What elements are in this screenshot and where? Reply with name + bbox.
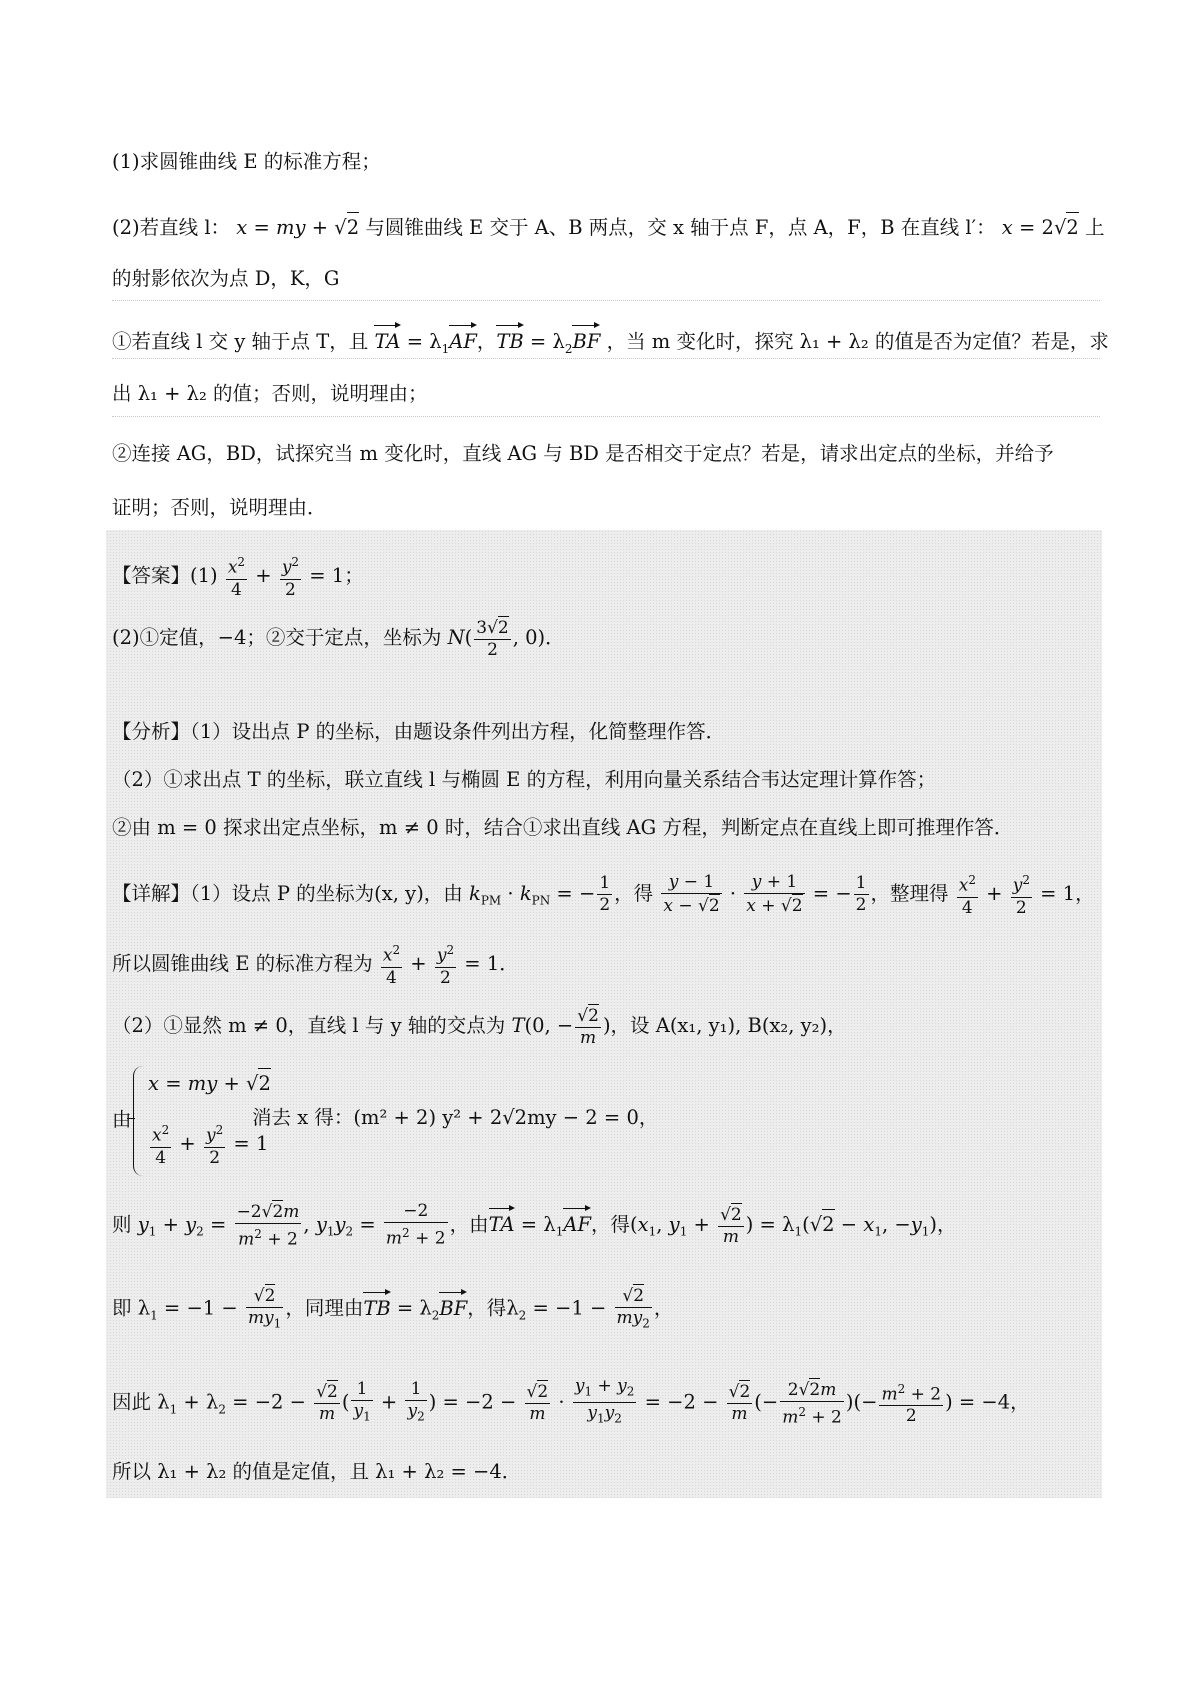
- q2-text-c: 上: [1085, 216, 1105, 239]
- q2-text-b: 与圆锥曲线 E 交于 A、B 两点，交 x 轴于点 F，点 A，F，B 在直线 l′：: [365, 216, 996, 239]
- fraction: $\frac{√2}{m}$: [577, 1006, 599, 1048]
- question-part3-line2: 出 λ₁ + λ₂ 的值；否则，说明理由；: [112, 382, 428, 405]
- q2-text-a: (2)若直线 l：: [112, 216, 231, 239]
- fraction: $\frac{√2}{m}$: [728, 1382, 751, 1425]
- detail-line7: 因此 $\lambda_1 + \lambda_2 = -2$ − $\frac{√2}{m}$ ( $\frac{1}{y_1}$ + $\frac{1}{y_2}$ ) = −2 − $\frac{√2}{m}$ · $\frac{y_1 + y_2}{y_1y_2}$ = −2 − $\frac{√2}{m}$ (− $\frac{2√2m}{m^2 + 2}$ )(− $\frac{m^2 + 2}{2}$ ) = −4，: [112, 1376, 1030, 1430]
- fraction: $\frac{y^2}{2}$: [280, 552, 301, 601]
- fraction: $\frac{√2}{m}$: [316, 1382, 338, 1425]
- detail-line5: 则 $y_1 + y_2$ = $\frac{-2√2m}{m^2 + 2}$ , $y_1y_2$ = $\frac{-2}{m^2 + 2}$ ，由TA = $\lambda_1AF$，得($x_1$, $y_1$ + $\frac{√2}{m}$ ) = $\lambda_1(√2 - x_1$, $-y_1$)，: [112, 1201, 957, 1250]
- fraction: $\frac{√2}{my_2}$: [616, 1286, 650, 1331]
- detail-line1: 【详解】（1）设点 P 的坐标为(x, y)，由 $k_{PM} \cdot k_{PN}$ = − $\frac{1}{2}$ ，得 $\frac{y - 1}{x - √2}$ · $\frac{y + 1}{x + √2}$ = − $\frac{1}{2}$ ，整理得 $\frac{x^2}{4}$ + $\frac{y^2}{2}$ = 1，: [112, 871, 1095, 918]
- detail3-text-b: ，设 A(x₁, y₁), B(x₂, y₂)，: [610, 1014, 847, 1037]
- detail6-text-a: 即: [112, 1296, 132, 1320]
- fraction: $\frac{√2}{my_1}$: [247, 1286, 282, 1331]
- fraction: $\frac{√2}{m}$: [720, 1204, 742, 1247]
- detail2-text: 所以圆锥曲线 E 的标准方程为: [112, 951, 373, 975]
- system-brace: [133, 1066, 144, 1176]
- detail4-you: 由: [112, 1108, 132, 1131]
- detail6-text-b: ，同理由: [285, 1296, 364, 1320]
- fraction: $\frac{y^2}{2}$: [1011, 870, 1032, 919]
- line-l-equation: x = my + √2: [236, 216, 359, 239]
- detail5-text-a: 则: [112, 1212, 132, 1236]
- answer-line1: 【答案】(1) $\frac{x^2}{4}$ + $\frac{y^2}{2}$ = 1；: [112, 552, 364, 601]
- detail-line3: （2）①显然 m ≠ 0，直线 l 与 y 轴的交点为 T(0, − $\frac{√2}{m}$ )，设 A(x₁, y₁), B(x₂, y₂)，: [112, 1006, 847, 1048]
- detail5-text-b: ，由: [449, 1212, 489, 1236]
- fraction: $\frac{3√2}{2}$: [476, 618, 509, 660]
- detail1-text-a: 【详解】（1）设点 P 的坐标为(x, y)，由: [112, 881, 463, 905]
- fraction: $\frac{y^2}{2}$: [435, 940, 456, 989]
- fraction: $\frac{1}{2}$: [855, 872, 867, 915]
- fraction: $\frac{-2√2m}{m^2 + 2}$: [236, 1202, 300, 1250]
- detail-line8: 所以 λ₁ + λ₂ 的值是定值，且 λ₁ + λ₂ = −4．: [112, 1460, 522, 1483]
- detail3-text-a: （2）①显然 m ≠ 0，直线 l 与 y 轴的交点为: [112, 1014, 506, 1037]
- question-part1: (1)求圆锥曲线 E 的标准方程；: [112, 150, 381, 173]
- analysis-line1: 【分析】（1）设出点 P 的坐标，由题设条件列出方程，化简整理作答．: [112, 720, 726, 743]
- vector-relations: TA = $\lambda_1AF$，TB = $\lambda_2BF$: [374, 330, 600, 353]
- fraction: $\frac{x^2}{4}$: [381, 940, 402, 989]
- detail-line2: 所以圆锥曲线 E 的标准方程为 $\frac{x^2}{4}$ + $\frac{y^2}{2}$ = 1．: [112, 940, 519, 989]
- fraction: $\frac{m^2 + 2}{2}$: [879, 1379, 943, 1428]
- fraction: $\frac{1}{y_2}$: [407, 1378, 425, 1424]
- question-part3-line1: [112, 322, 1109, 363]
- fraction: $\frac{1}{y_1}$: [353, 1378, 371, 1424]
- divider: [112, 358, 1100, 359]
- answer-label: 【答案】(1): [112, 563, 218, 587]
- analysis-line3: ②由 m = 0 探求出定点坐标，m ≠ 0 时，结合①求出直线 AG 方程，判断定点在直线上即可推理作答．: [112, 816, 1014, 839]
- divider: [112, 300, 1100, 301]
- fraction: $\frac{y_1 + y_2}{y_1y_2}$: [574, 1376, 635, 1426]
- fraction: $\frac{y + 1}{x + √2}$: [746, 871, 803, 916]
- system-eq1: x = my + √2: [148, 1068, 271, 1098]
- system-eq2: $\frac{x^2}{4}$ + $\frac{y^2}{2}$ = 1: [148, 1120, 268, 1169]
- question-part4-line1: ②连接 AG，BD，试探究当 m 变化时，直线 AG 与 BD 是否相交于定点？若是，请求出定点的坐标，并给予: [112, 442, 1054, 465]
- question-part2-line2: 的射影依次为点 D，K，G: [112, 267, 340, 290]
- system-result: 消去 x 得：(m² + 2) y² + 2√2my − 2 = 0，: [252, 1106, 659, 1129]
- q3-text-a: ①若直线 l 交 y 轴于点 T，且: [112, 330, 369, 353]
- fraction: $\frac{1}{2}$: [599, 872, 611, 915]
- detail1-text-b: ，得: [614, 881, 654, 905]
- fraction: $\frac{2√2m}{m^2 + 2}$: [782, 1379, 842, 1428]
- detail-line6: 即 $\lambda_1 = -1$ − $\frac{√2}{my_1}$ ，同理由TB = $\lambda_2BF$，得$\lambda_2 = -1$ − $\frac{√2}{my_2}$ ，: [112, 1284, 673, 1334]
- detail5-text-c: ，得: [590, 1212, 630, 1236]
- fraction: $\frac{-2}{m^2 + 2}$: [385, 1201, 446, 1249]
- fraction: $\frac{x^2}{4}$: [957, 870, 978, 919]
- answer-line2: (2)①定值，−4；②交于定点，坐标为 N( $\frac{3√2}{2}$ , 0)．: [112, 618, 565, 660]
- analysis-line2: （2）①求出点 T 的坐标，联立直线 l 与椭圆 E 的方程，利用向量关系结合韦达定理计算作答；: [112, 768, 937, 791]
- detail6-text-c: ，得: [467, 1296, 507, 1320]
- fraction: $\frac{y^2}{2}$: [204, 1120, 225, 1169]
- fraction: $\frac{√2}{m}$: [526, 1382, 549, 1425]
- q3-text-b: ，当 m 变化时，探究 λ₁ + λ₂ 的值是否为定值？若是，求: [606, 330, 1109, 353]
- detail1-text-c: ，整理得: [870, 881, 949, 905]
- fraction: $\frac{y - 1}{x - √2}$: [663, 871, 720, 916]
- question-part4-line2: 证明；否则，说明理由．: [112, 496, 327, 519]
- line-l-prime-equation: x = 2√2: [1002, 216, 1079, 239]
- divider: [112, 416, 1100, 417]
- detail7-text: 因此: [112, 1390, 152, 1414]
- question-part2-line1: [112, 212, 1105, 242]
- fraction: $\frac{x^2}{4}$: [150, 1120, 171, 1169]
- system-brace-tip: [127, 1118, 135, 1119]
- answer2-text: (2)①定值，−4；②交于定点，坐标为: [112, 626, 442, 649]
- fraction: $\frac{x^2}{4}$: [226, 552, 247, 601]
